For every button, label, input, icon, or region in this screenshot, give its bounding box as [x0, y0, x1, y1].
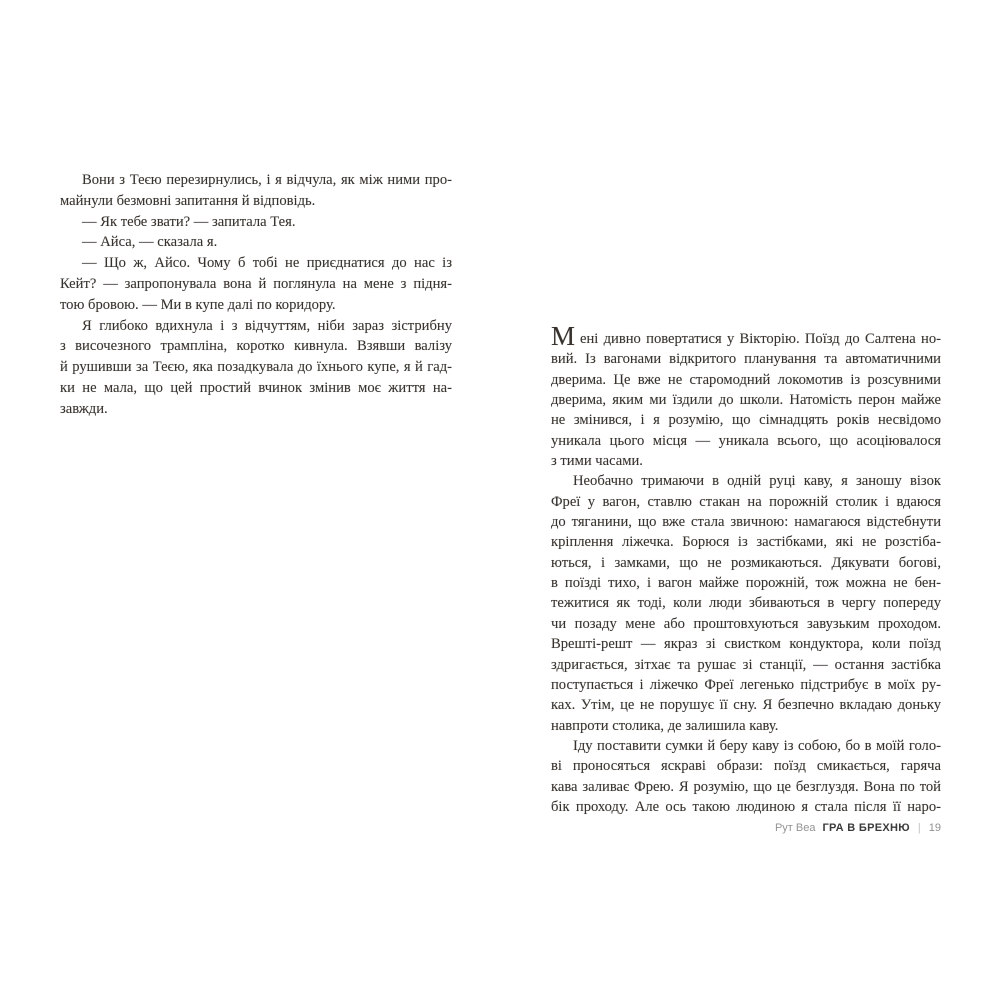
page-number: 19 — [928, 822, 941, 834]
text-line: ються, і замками, що не розмикаються. Дякувати богові, — [551, 554, 941, 571]
text-line: ки не мала, що цей простий вчинок змінив моє життя на- — [60, 379, 452, 396]
text-line: — Що ж, Айсо. Чому б тобі не приєднатися до нас із — [82, 255, 452, 272]
left-page-text-block — [60, 170, 452, 420]
text-line: кава заливає Фрею. Я розумію, що це безглуздя. Вона по той — [551, 778, 941, 795]
text-line: навпроти столика, де залишила каву. — [551, 717, 779, 734]
text-line: майнули безмовні запитання й відповідь. — [60, 192, 316, 209]
text-line: — Айса, — сказала я. — [82, 234, 218, 251]
text-line: дверима. Це вже не старомодний локомотив із розсувними — [551, 371, 941, 388]
text-line: ках. Утім, це не порушує її сну. Я безпечно вкладаю доньку — [551, 697, 941, 714]
text-line: чи позаду мене або проштовхуються завузьким проходом. — [551, 615, 941, 632]
text-line: в поїзді тихо, і вагон майже порожній, тож можна не бен- — [551, 575, 941, 592]
text-line: Кейт? — запропонувала вона й поглянула на мене з підня- — [60, 275, 452, 292]
footer-separator: | — [917, 822, 921, 834]
text-line: з височезного трампліна, коротко кивнула. Взявши валізу — [60, 338, 452, 355]
text-line: дверима, яким ми їздили до школи. Натомість перон майже — [551, 392, 941, 409]
text-line: здригається, зітхає та рушає зі станції, — остання застібка — [551, 656, 941, 673]
text-line: — Як тебе звати? — запитала Тея. — [82, 213, 296, 230]
text-line: вий. Із вагонами відкритого планування та автоматичними — [551, 351, 941, 368]
text-line: уникала цього місця — уникала всього, що асоціювалося — [551, 432, 941, 449]
text-line: Іду поставити сумки й беру каву із собою, бо в моїй голо- — [573, 737, 941, 754]
text-line: Необачно тримаючи в одній руці каву, я заношу візок — [573, 473, 941, 490]
text-line: бік проходу. Але ось такою людиною я стала після її наро- — [551, 798, 941, 815]
text-line: до тяганини, що вже стала звичною: намагаюся відстебнути — [551, 514, 941, 531]
text-line: Вони з Теєю перезирнулись, і я відчула, як між ними про- — [82, 172, 452, 188]
text-line: Я глибоко вдихнула і з відчуттям, ніби зараз зістрибну — [82, 317, 452, 334]
text-line: з тими часами. — [551, 453, 643, 470]
text-line: Фреї у вагон, ставлю стакан на порожній столик і вдаюся — [551, 493, 941, 510]
text-line: кріплення ліжечка. Борюся із застібками, які не розстіба- — [551, 534, 941, 551]
text-line: Врешті-решт — якраз зі свистком кондуктора, коли поїзд — [551, 636, 941, 653]
text-line: тою бровою. — Ми в купе далі по коридору. — [60, 296, 336, 313]
text-line: ві проносяться яскраві образи: поїзд смикається, гаряча — [551, 758, 941, 775]
text-line: й рушивши за Теєю, яка позадкувала до їхнього купе, я й гад- — [60, 359, 452, 376]
text-line: не змінився, і я розумію, що сімнадцять років несвідомо — [551, 412, 941, 429]
running-footer — [775, 820, 941, 836]
author-name: Рут Веа — [774, 822, 816, 834]
book-title: ГРА В БРЕХНЮ — [822, 822, 910, 834]
drop-cap-letter: М — [551, 321, 576, 351]
right-page-text-block — [551, 321, 941, 817]
text-line: тежитися як тоді, коли люди збиваються в чергу попереду — [551, 595, 941, 612]
text-line: завжди. — [60, 400, 108, 417]
text-line: поступається і ліжечко Фреї легенько підстрибує в моїх ру- — [551, 676, 941, 693]
text-line: М ені дивно повертатися у Вікторію. Поїзд до Салтена но- — [551, 321, 941, 351]
